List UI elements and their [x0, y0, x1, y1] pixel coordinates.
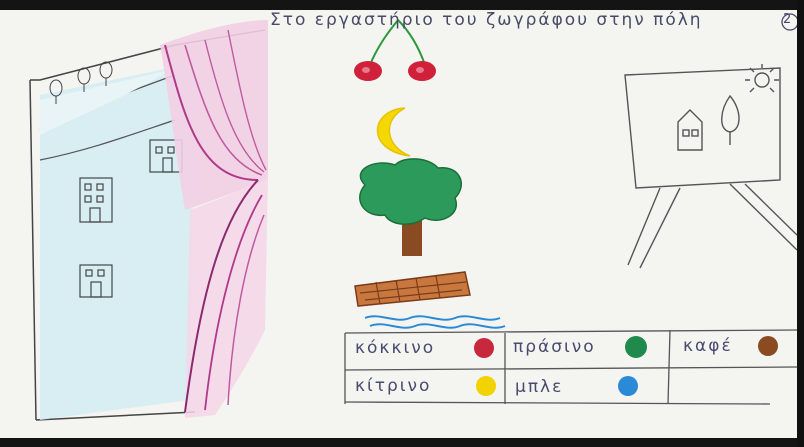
easel-painting	[625, 64, 797, 268]
water-waves	[365, 316, 505, 327]
sun-icon	[755, 73, 769, 87]
tree-icon	[360, 159, 461, 256]
legend-label-blue: μπλε	[515, 377, 564, 397]
scan-border-bottom	[0, 438, 804, 447]
legend-label-red: κόκκινο	[355, 338, 436, 358]
scan-border-right	[797, 0, 804, 447]
page-number: 2	[783, 12, 792, 27]
brown-basket	[355, 272, 470, 306]
scan-border-top	[0, 0, 804, 10]
legend-label-brown: καφέ	[683, 336, 733, 356]
page-title: Στο εργαστήριο του ζωγράφου στην πόλη	[270, 10, 703, 30]
legend-label-green: πράσινο	[513, 337, 596, 357]
legend-label-yellow: κίτρινο	[355, 376, 432, 396]
crescent-moon-icon	[378, 108, 411, 156]
